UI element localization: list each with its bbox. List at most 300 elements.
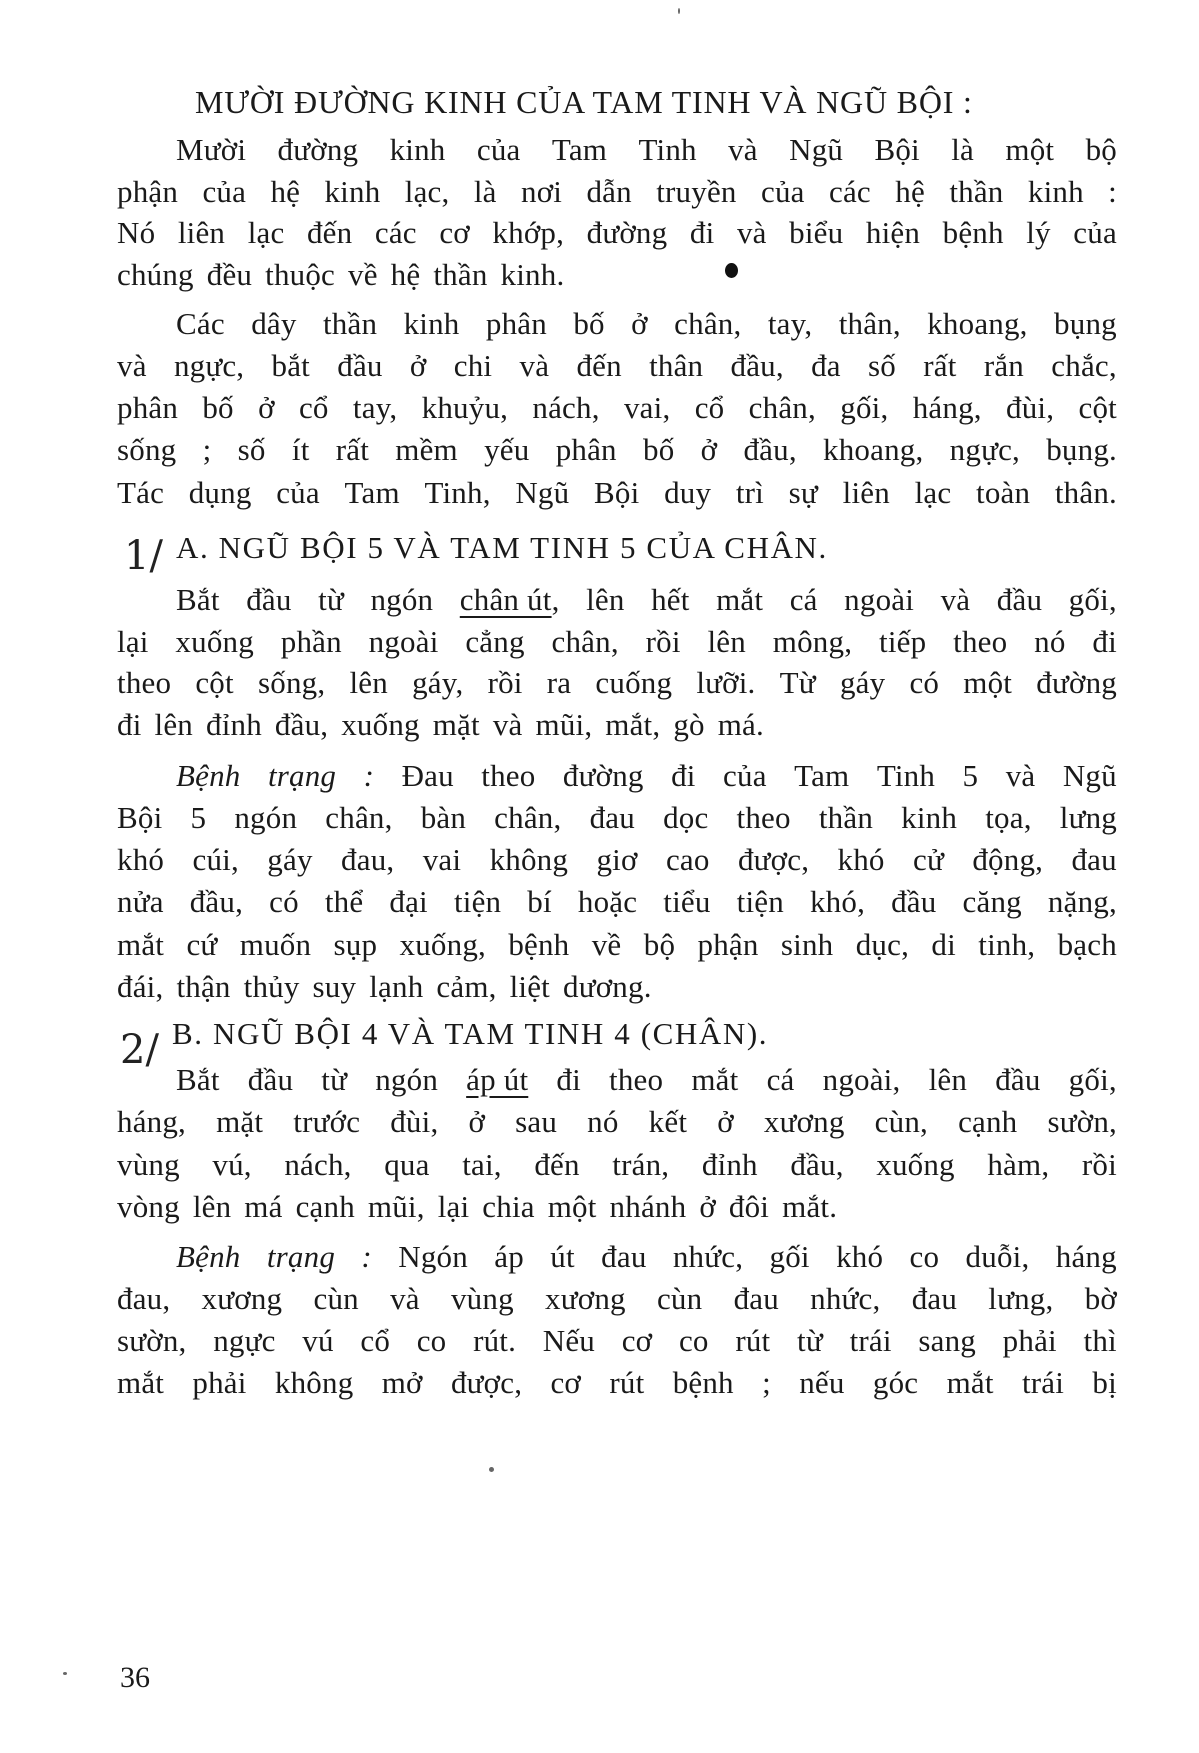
word: chúng	[117, 257, 194, 292]
text-line	[117, 255, 1117, 295]
word: xuống	[175, 624, 254, 659]
word: của	[276, 475, 320, 510]
word: đau	[601, 1239, 647, 1274]
word: cạnh	[295, 1189, 355, 1224]
word: vai,	[623, 390, 671, 425]
text-line	[117, 1102, 1117, 1142]
word: xương	[763, 1104, 845, 1139]
text-line	[117, 1145, 1117, 1185]
word: đùi,	[390, 1104, 439, 1139]
word: khoang,	[927, 306, 1028, 341]
word: chân,	[551, 624, 619, 659]
word: Tinh,	[424, 475, 491, 510]
section-b-title: B. NGŨ BỘI 4 VÀ TAM TINH 4 (CHÂN).	[172, 1016, 769, 1051]
text-line	[117, 882, 1117, 922]
word: Bắt	[176, 1062, 220, 1097]
word: mũi,	[535, 707, 593, 742]
word: kinh.	[500, 257, 565, 292]
word: đi	[1092, 624, 1117, 659]
word: thì	[1083, 1323, 1117, 1358]
word: Bệnh	[176, 758, 241, 793]
word: lạnh	[369, 969, 424, 1004]
text-line	[117, 1187, 1117, 1227]
word: áp út	[466, 1062, 529, 1097]
word: bộ	[643, 927, 676, 962]
word: lại	[437, 1189, 470, 1224]
word: gối,	[1068, 1062, 1117, 1097]
word: sườn,	[1047, 1104, 1117, 1139]
word: vùng	[117, 1147, 180, 1182]
word: đau,	[117, 1281, 171, 1316]
word: lạc,	[404, 174, 450, 209]
word: toàn	[976, 475, 1031, 510]
word: Tinh	[876, 758, 936, 793]
text-line	[117, 1321, 1117, 1361]
word: mũi,	[367, 1189, 425, 1224]
word: xuống,	[399, 927, 486, 962]
word: đại	[389, 884, 428, 919]
word: ngực	[213, 1323, 276, 1358]
word: sườn,	[117, 1323, 187, 1358]
word: Ngón	[398, 1239, 468, 1274]
word: nó	[587, 1104, 619, 1139]
word: cơ	[550, 1365, 582, 1400]
word: rút	[609, 1365, 645, 1400]
word: từ	[797, 1323, 823, 1358]
word: lạc	[914, 475, 952, 510]
word: cẳng	[465, 624, 525, 659]
word: trạng	[267, 758, 337, 793]
word: bố	[643, 432, 675, 467]
ink-speck	[63, 1672, 67, 1675]
word: đa	[811, 348, 841, 383]
word: lạc	[247, 215, 285, 250]
word: từ	[321, 1062, 348, 1097]
word: đường	[1036, 665, 1117, 700]
text-line	[117, 388, 1117, 428]
word: yếu	[484, 432, 530, 467]
word: ngón	[234, 800, 298, 835]
word: các	[374, 215, 417, 250]
word: bộ	[1085, 132, 1117, 167]
word: bụng.	[1046, 432, 1117, 467]
word: vai	[422, 842, 462, 877]
word: dục,	[855, 927, 910, 962]
word: đi	[671, 758, 696, 793]
word: mắt	[117, 1365, 165, 1400]
word: phận	[117, 174, 179, 209]
word: Nó	[117, 215, 156, 250]
word: chân,	[494, 800, 562, 835]
word: kinh	[389, 132, 446, 167]
word: dọc	[663, 800, 709, 835]
word: sang	[918, 1323, 976, 1358]
word: sống	[117, 432, 177, 467]
word: bệnh	[672, 1365, 734, 1400]
text-line	[176, 756, 1117, 796]
word: theo	[481, 758, 536, 793]
word: Từ	[779, 665, 816, 700]
word: hệ	[895, 174, 925, 209]
word: bắt	[271, 348, 310, 383]
word: cùn	[656, 1281, 703, 1316]
word: háng,	[912, 390, 982, 425]
text-line	[117, 473, 1117, 513]
word: một	[547, 1189, 597, 1224]
word: Bội	[874, 132, 920, 167]
word: ở	[699, 1189, 716, 1224]
word: ;	[202, 432, 212, 467]
word: bạch	[1057, 927, 1117, 962]
word: háng	[1055, 1239, 1117, 1274]
word: khoang,	[823, 432, 924, 467]
word: thuộc	[265, 257, 335, 292]
word: thận	[176, 969, 231, 1004]
text-line	[117, 798, 1117, 838]
word: số	[868, 348, 896, 383]
word: ngoài	[844, 582, 915, 617]
word: Tam	[794, 758, 850, 793]
word: đầu	[996, 582, 1043, 617]
word: về	[591, 927, 622, 962]
word: khó	[836, 1239, 884, 1274]
word: Ngũ	[789, 132, 844, 167]
word: di	[931, 927, 956, 962]
word: rắn	[983, 348, 1025, 383]
word: thần	[433, 257, 488, 292]
word: sau	[515, 1104, 558, 1139]
word: đến	[534, 1147, 580, 1182]
word: thần	[322, 306, 378, 341]
text-line	[117, 172, 1117, 212]
word: má	[244, 1189, 283, 1224]
word: trán,	[612, 1147, 670, 1182]
word: xương	[201, 1281, 283, 1316]
word: ngón	[375, 1062, 439, 1097]
word: rút	[735, 1323, 771, 1358]
word: vòng	[117, 1189, 180, 1224]
word: vú	[302, 1323, 334, 1358]
word: trái	[1021, 1365, 1065, 1400]
word: nhức,	[672, 1239, 744, 1274]
word: chân,	[674, 306, 742, 341]
text-line	[176, 130, 1117, 170]
word: gáy	[839, 665, 886, 700]
word: cổ	[360, 1323, 391, 1358]
text-line	[117, 1279, 1117, 1319]
word: biểu	[789, 215, 844, 250]
word: theo	[736, 800, 791, 835]
word: phận	[697, 927, 759, 962]
word: qua	[384, 1147, 430, 1182]
word: đau,	[341, 842, 395, 877]
word: bố	[573, 306, 605, 341]
word: 5	[190, 800, 207, 835]
word: ít	[291, 432, 310, 467]
text-line	[117, 663, 1117, 703]
word: trái	[849, 1323, 892, 1358]
text-line	[117, 622, 1117, 662]
word: tay,	[767, 306, 813, 341]
word: một	[1005, 132, 1055, 167]
word: cạnh	[958, 1104, 1018, 1139]
ink-speck	[489, 1467, 494, 1472]
word: chia	[482, 1189, 535, 1224]
word: ở	[631, 306, 648, 341]
word: liệt	[509, 969, 550, 1004]
word: vú,	[212, 1147, 252, 1182]
word: thân	[649, 348, 704, 383]
text-line	[117, 1363, 1117, 1403]
word: thể	[324, 884, 364, 919]
word: lên	[586, 582, 625, 617]
ink-dot	[725, 263, 738, 278]
word: Tinh	[638, 132, 697, 167]
word: Tác	[117, 475, 165, 510]
word: tinh,	[978, 927, 1036, 962]
word: Ngũ	[1062, 758, 1117, 793]
word: rất	[335, 432, 370, 467]
word: duy	[664, 475, 712, 510]
word: đầu	[246, 582, 292, 617]
word: và	[390, 1281, 420, 1316]
word: hệ	[390, 257, 421, 292]
word: các	[829, 174, 871, 209]
word: ở	[717, 1104, 734, 1139]
word: và	[736, 215, 767, 250]
word: là	[951, 132, 975, 167]
word: theo	[953, 624, 1008, 659]
word: động,	[972, 842, 1044, 877]
word: ngón	[370, 582, 434, 617]
word: đi	[689, 215, 715, 250]
word: đường	[277, 132, 359, 167]
word: cá	[789, 582, 818, 617]
word: nhức,	[810, 1281, 881, 1316]
word: gáy	[267, 842, 313, 877]
word: co	[909, 1239, 940, 1274]
word: Mười	[176, 132, 247, 167]
word: của	[761, 174, 805, 209]
word: Tam	[344, 475, 400, 510]
word: ở	[258, 390, 275, 425]
word: không	[274, 1365, 354, 1400]
word: ở	[409, 348, 427, 383]
word: sụp	[333, 927, 378, 962]
word: hoặc	[577, 884, 638, 919]
word: gáy,	[412, 665, 464, 700]
word: tai,	[462, 1147, 502, 1182]
word: ngoài	[368, 624, 439, 659]
word: vùng	[450, 1281, 514, 1316]
word: co	[416, 1323, 447, 1358]
word: Bắt	[176, 582, 220, 617]
word: thần	[818, 800, 874, 835]
word: đầu	[891, 884, 937, 919]
word: út	[550, 1239, 575, 1274]
word: tiện	[736, 884, 784, 919]
word: giơ	[596, 842, 638, 877]
word: trước	[293, 1104, 361, 1139]
word: đỉnh	[701, 1147, 758, 1182]
word: Các	[176, 306, 225, 341]
word: đi	[556, 1062, 581, 1097]
word: đỉnh	[206, 707, 262, 742]
word: cao	[665, 842, 710, 877]
ink-speck	[678, 8, 680, 14]
word: theo	[117, 665, 172, 700]
word: rồi	[645, 624, 681, 659]
word: ra	[546, 665, 572, 700]
word: :	[363, 758, 375, 793]
word: và	[940, 582, 971, 617]
word: không	[489, 842, 569, 877]
word: áp	[494, 1239, 524, 1274]
word: thân,	[838, 306, 901, 341]
word: bí	[527, 884, 552, 919]
word: dẫn	[586, 174, 632, 209]
word: khó	[117, 842, 165, 877]
word: lưỡi.	[696, 665, 756, 700]
word: gối	[769, 1239, 810, 1274]
word: lên	[154, 707, 193, 742]
word: bệnh	[942, 215, 1004, 250]
word: gối,	[840, 390, 889, 425]
word: sống,	[257, 665, 326, 700]
margin-annotation-a: 1/	[124, 533, 163, 579]
word: suy	[312, 969, 357, 1004]
text-line	[117, 967, 1117, 1007]
word: cử	[913, 842, 944, 877]
word: cùn,	[874, 1104, 928, 1139]
word: tay,	[352, 390, 398, 425]
word: có	[909, 665, 940, 700]
text-line	[176, 1060, 1117, 1100]
word: xương	[545, 1281, 626, 1316]
word: sự	[788, 475, 818, 510]
word: Bội	[117, 800, 163, 835]
word: chi	[453, 348, 493, 383]
word: khớp,	[492, 215, 565, 250]
word: thủy	[243, 969, 300, 1004]
word: phải	[1002, 1323, 1057, 1358]
word: nách,	[532, 390, 600, 425]
text-line	[117, 430, 1117, 470]
word: chân út,	[459, 582, 560, 617]
word: bụng	[1054, 306, 1117, 341]
word: nhánh	[609, 1189, 687, 1224]
word: sinh	[780, 927, 834, 962]
word: đến	[576, 348, 622, 383]
word: của	[1073, 215, 1117, 250]
word: kinh	[403, 306, 460, 341]
word: đầu,	[730, 348, 784, 383]
word: duỗi,	[965, 1239, 1030, 1274]
word: cúi,	[192, 842, 239, 877]
word: lên	[928, 1062, 968, 1097]
word: trạng	[266, 1239, 336, 1274]
word: nách,	[284, 1147, 352, 1182]
word: đôi	[728, 1189, 770, 1224]
word: kinh	[901, 800, 958, 835]
word: Ngũ	[515, 475, 570, 510]
word: của	[202, 174, 247, 209]
word: xuống	[341, 707, 420, 742]
word: Nếu	[542, 1323, 596, 1358]
word: kinh	[1027, 174, 1084, 209]
word: hàm,	[987, 1147, 1050, 1182]
word: được,	[737, 842, 810, 877]
word: cột	[195, 665, 234, 700]
word: háng,	[117, 1104, 187, 1139]
word: bị	[1092, 1365, 1117, 1400]
word: tiện	[453, 884, 502, 919]
word: thần	[949, 174, 1004, 209]
word: cổ	[298, 390, 329, 425]
word: hệ	[270, 174, 301, 209]
word: tiếp	[879, 624, 927, 659]
word: khó,	[809, 884, 866, 919]
word: đến	[306, 215, 353, 250]
page-number: 36	[120, 1661, 150, 1694]
section-a-title: A. NGŨ BỘI 5 VÀ TAM TINH 5 CỦA CHÂN.	[176, 530, 828, 565]
word: số	[237, 432, 266, 467]
word: chân,	[325, 800, 393, 835]
word: đường	[586, 215, 668, 250]
word: mắt	[946, 1365, 994, 1400]
word: và	[1005, 758, 1036, 793]
word: nếu	[799, 1365, 845, 1400]
word: rồi	[487, 665, 523, 700]
word: mở	[381, 1365, 423, 1400]
word: bàn	[420, 800, 467, 835]
word: phải	[192, 1365, 247, 1400]
word: bố	[202, 390, 234, 425]
word: phần	[280, 624, 342, 659]
word: trì	[735, 475, 764, 510]
word: khó	[837, 842, 885, 877]
word: cổ	[694, 390, 725, 425]
word: đau	[911, 1281, 958, 1316]
word: nơi	[521, 174, 563, 209]
word: cá	[766, 1062, 795, 1097]
word: được,	[450, 1365, 523, 1400]
word: đầu,	[189, 884, 244, 919]
word: đầu,	[790, 1147, 844, 1182]
word: mắt	[117, 927, 165, 962]
word: khuỷu,	[421, 390, 509, 425]
word: mềm	[395, 432, 458, 467]
margin-annotation-b: 2/	[120, 1027, 159, 1073]
word: cơ	[621, 1323, 653, 1358]
word: cơ	[439, 215, 470, 250]
word: lưng	[1059, 800, 1117, 835]
word: cột	[1078, 390, 1117, 425]
word: nó	[1034, 624, 1066, 659]
word: từ	[318, 582, 344, 617]
word: cuống	[595, 665, 673, 700]
word: cùn	[313, 1281, 359, 1316]
word: và	[492, 707, 523, 742]
word: ngực,	[173, 348, 245, 383]
word: là	[473, 174, 497, 209]
word: mắt.	[782, 1189, 838, 1224]
word: mắt	[691, 1062, 739, 1097]
text-line	[176, 580, 1117, 620]
word: thân.	[1054, 475, 1117, 510]
word: tọa,	[985, 800, 1032, 835]
word: 5	[962, 758, 979, 793]
